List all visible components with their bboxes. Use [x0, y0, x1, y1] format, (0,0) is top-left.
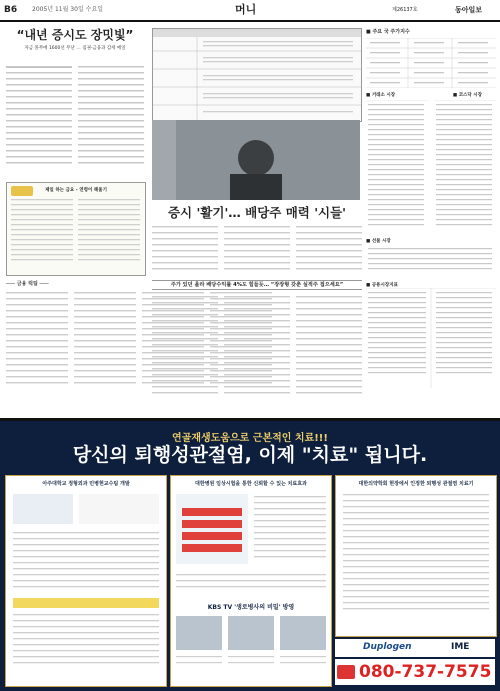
brand-logo: 동아일보: [455, 6, 483, 14]
phone-badge: [337, 665, 355, 679]
ad-mid-line: KBS TV '생로병사의 비밀' 방영: [207, 604, 295, 611]
ad-brand-strip: [335, 639, 495, 657]
center-text-svg: [152, 226, 362, 276]
ad-box-2: [170, 475, 332, 687]
ad-phone-number: 080-737-7575: [359, 662, 492, 682]
center-table: [152, 28, 362, 122]
left-promo-title: 제일 하는 금요 - 연령이 헤울기: [45, 188, 107, 193]
ad-box-2-title: 대한병원 임상시험을 통한 신뢰할 수 있는 치료효과: [195, 481, 307, 487]
center-lower-text: [152, 296, 362, 406]
paper-number: 제26137호: [392, 7, 418, 13]
promo-badge: [11, 186, 33, 196]
page-date: 2005년 11월 30일 수요일: [32, 6, 104, 13]
finance-title: ─── 금융 럭팀 ───: [6, 281, 49, 287]
bond-section-label: ■ 거래소 시장: [366, 93, 396, 98]
futures-svg: [366, 244, 496, 274]
photo-svg: [152, 120, 360, 200]
section-title: 머니: [235, 3, 257, 16]
ad-headline: 당신의 퇴행성관절염, 이제 "치료" 됩니다.: [72, 444, 428, 466]
center-text-block: [152, 226, 362, 276]
page-header: [0, 0, 500, 22]
page-number: B6: [4, 5, 18, 15]
promo-text-svg: [8, 197, 144, 273]
left-headline: “내년 증시도 장밋빛”: [16, 28, 134, 42]
center-table-svg: [153, 29, 361, 121]
ad-box3-svg: [337, 490, 495, 630]
brand-ime: IME: [451, 642, 470, 652]
advertisement: [0, 421, 500, 691]
ad-kicker: 연골재생도움으로 근본적인 치료!!!: [172, 433, 328, 444]
futures-label: ■ 선물 시장: [366, 239, 391, 244]
ad-box-1: [5, 475, 167, 687]
brand-duplogen: Duplogen: [363, 642, 412, 652]
ad-box1-svg: [7, 490, 165, 680]
ad-box2-svg: [172, 490, 330, 600]
ad-box-1-title: 아주대학교 정형외과 민병현교수팀 개발: [42, 481, 130, 487]
market-tables-svg: [366, 100, 496, 228]
market-panel-label: ■ 주요 국 주가지수: [366, 29, 410, 35]
left-text-svg: [6, 66, 144, 172]
center-photo: [152, 120, 360, 200]
public-label: ■ 공용시장지표: [366, 283, 398, 288]
market-secondary: [366, 92, 496, 232]
left-subhead: 자금 몰무매 1600선 무난 … 집권·금융과 감세 메일: [24, 46, 126, 51]
ad-box-3-title: 대한의약학회 현장에서 인정한 퇴행성 관절염 치료기: [358, 481, 474, 487]
left-text-lines: [6, 66, 144, 172]
kosdaq-section-label: ■ 코스닥 시장: [452, 93, 482, 98]
index-table-svg: [366, 38, 496, 88]
futures-section: [366, 238, 496, 388]
center-headline: 증시 '활기'… 배당주 매력 '시들': [167, 205, 347, 220]
public-svg: [366, 288, 496, 388]
center-subhead: 주가 있던 올라 배당수익률 4%도 힘들듯… “장장형 갖춘 실적주 접으세요”: [152, 280, 362, 290]
ad-box-3: [335, 475, 497, 637]
ad-box2-thumbs-svg: [172, 614, 330, 674]
center-lower-svg: [152, 296, 362, 406]
ad-phone-bar: [335, 659, 495, 685]
left-promo-box: [6, 182, 146, 276]
